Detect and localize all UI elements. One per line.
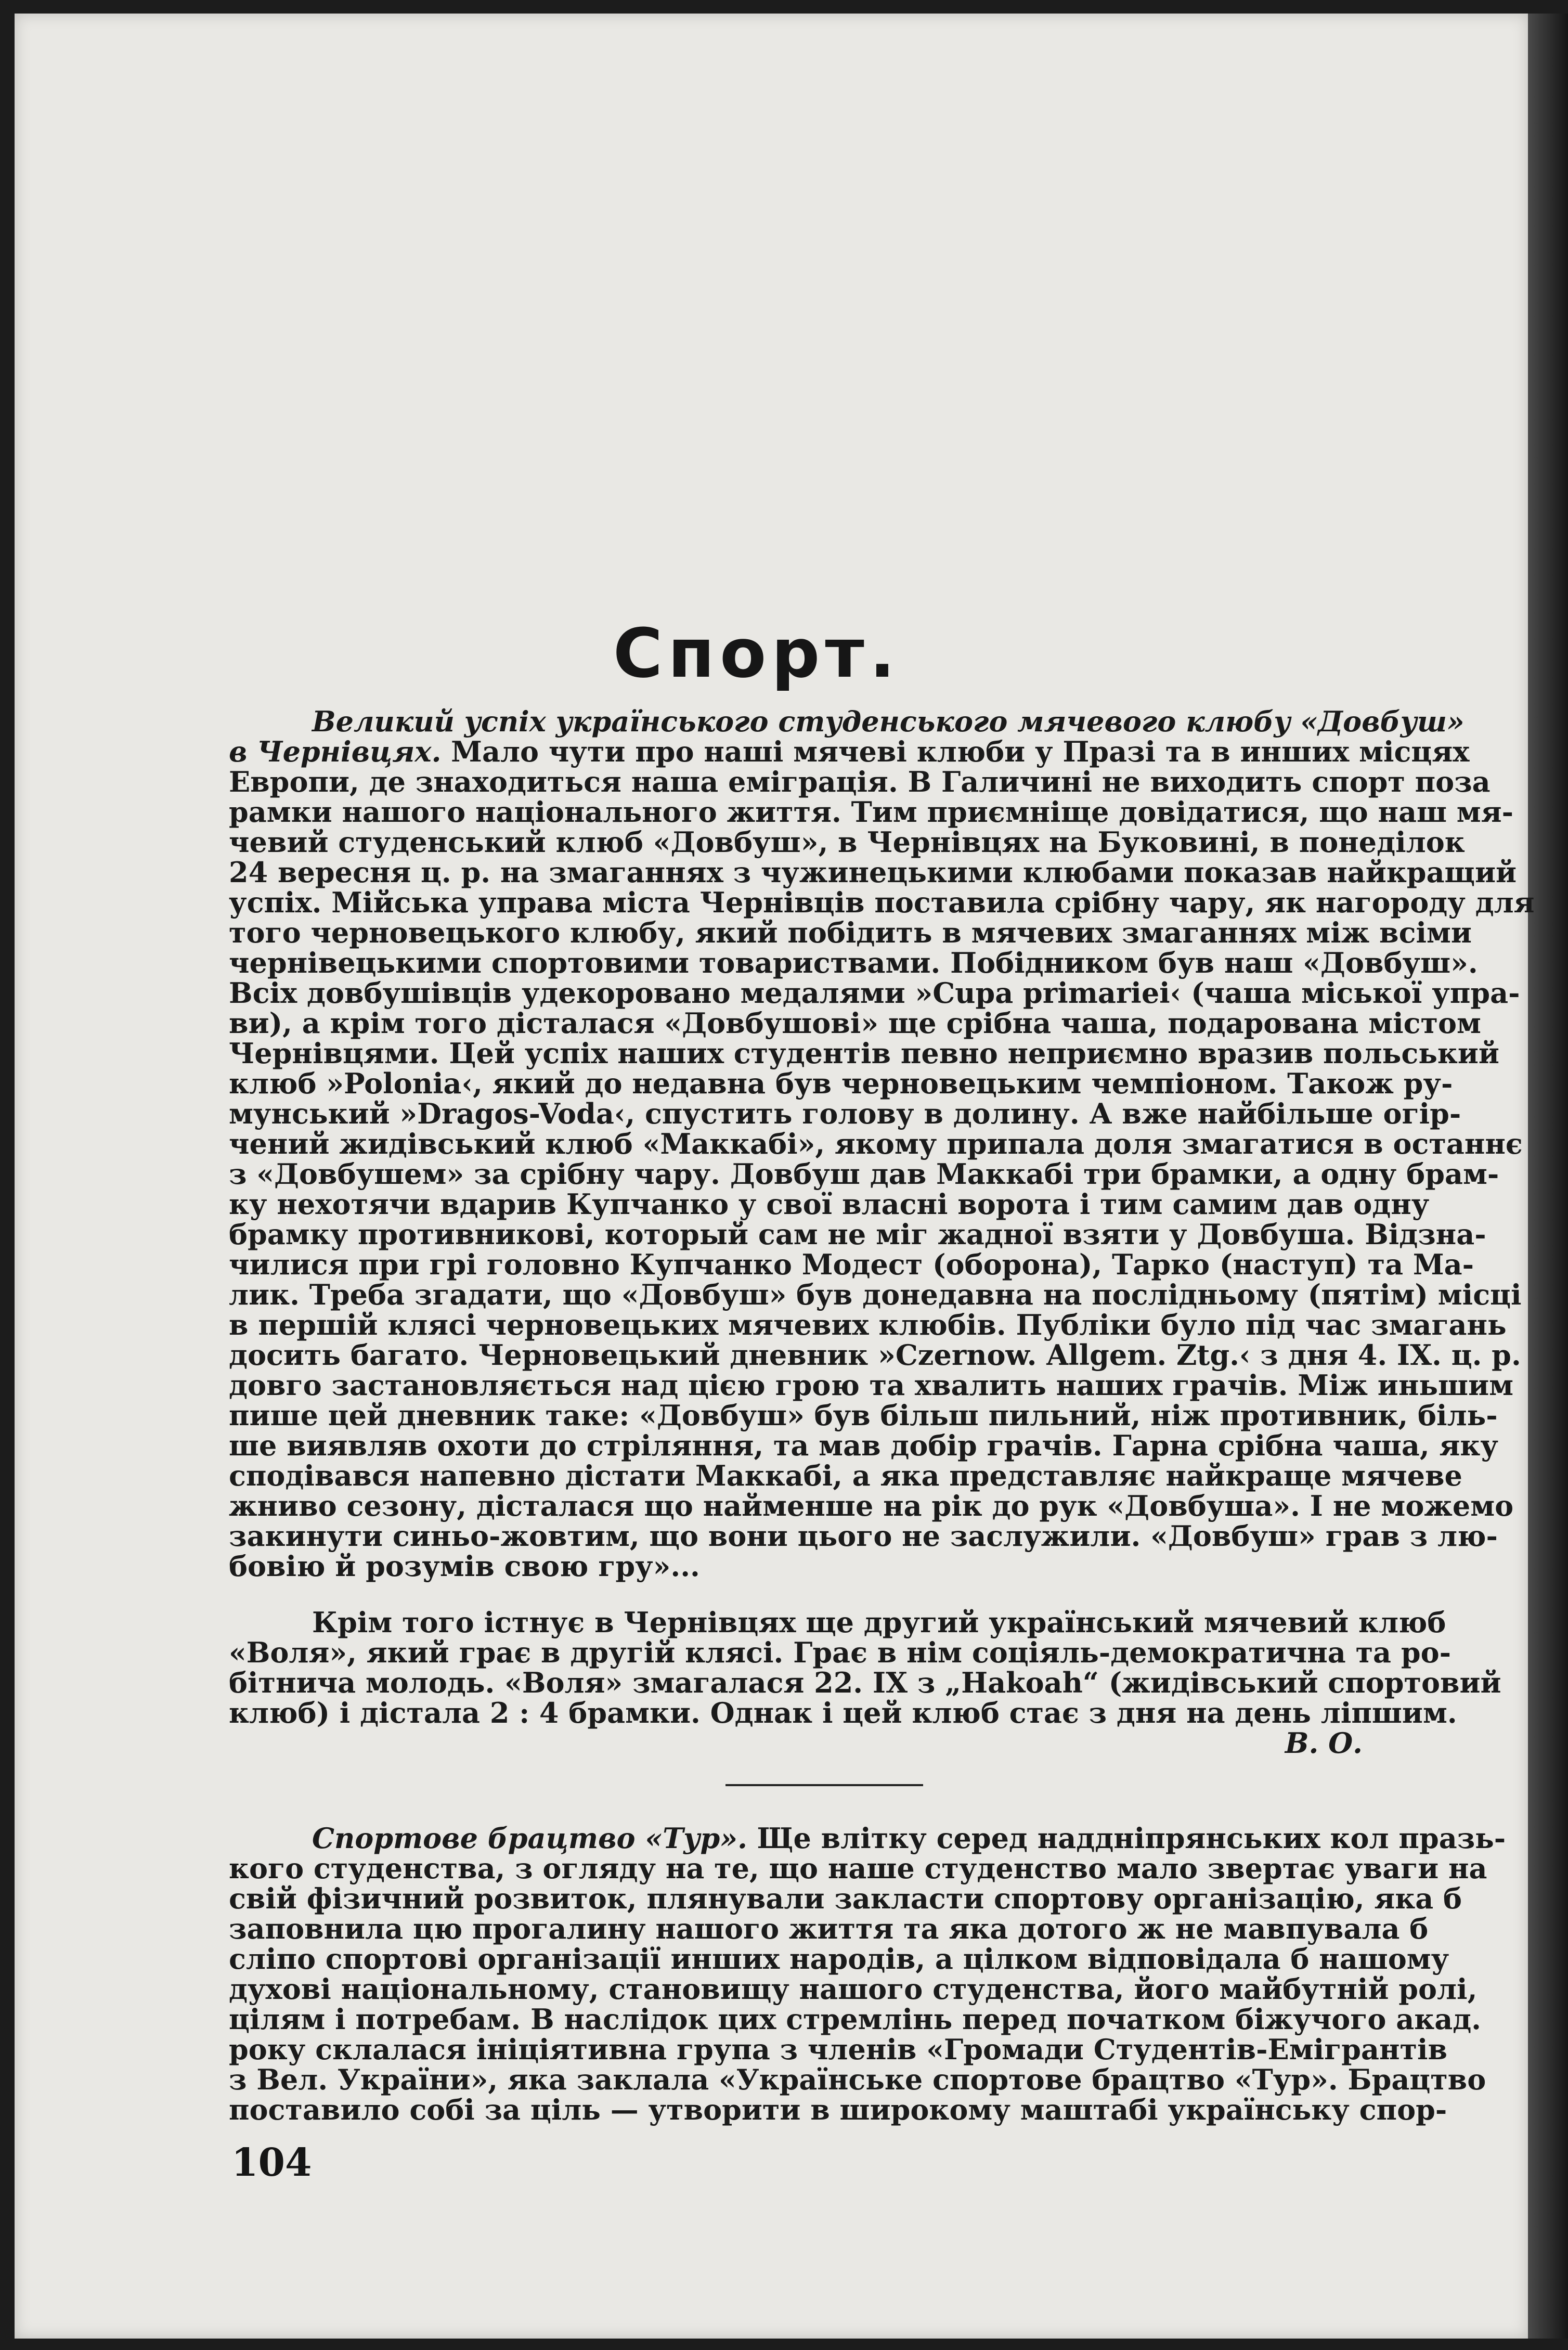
line-text: жниво сезону, дісталася що найменше на рік до рук «Довбуша». І не можемо — [229, 1489, 1514, 1522]
line-text: сподівався напевно дістати Маккабі, а яка представляє найкраще мячеве — [229, 1459, 1462, 1492]
line-text: Чернівцями. Цей успіх наших студентів певно неприємно вразив польський — [229, 1037, 1499, 1070]
text-line — [229, 1006, 1481, 1040]
text-line — [229, 1187, 1430, 1221]
text-line — [229, 2063, 1486, 2096]
text-line — [229, 1308, 1507, 1341]
line-text: успіх. Мійська управа міста Чернівців поставила срібну чару, як нагороду для — [229, 886, 1535, 919]
text-line — [229, 1278, 1522, 1311]
text-line — [229, 1157, 1499, 1191]
text-line — [229, 1942, 1449, 1975]
text-line — [229, 2033, 1447, 2066]
line-text: закинути синьо-жовтим, що вони цього не заслужили. «Довбуш» грав з лю- — [229, 1519, 1498, 1553]
line-text: цілям і потребам. В наслідок цих стремлінь перед початком біжучого акад. — [229, 2003, 1481, 2036]
text-line — [229, 825, 1465, 859]
article-volia — [229, 1606, 1501, 1760]
line-text: клюб »Polonia‹, який до недавна був черновецьким чемпіоном. Також ру- — [229, 1067, 1453, 1100]
italic-lead: Спортове брацтво «Тур». — [312, 1822, 747, 1855]
text-line — [229, 1248, 1474, 1281]
text-line — [229, 1338, 1521, 1372]
text-line — [229, 1368, 1514, 1402]
text-line — [229, 856, 1517, 889]
text-line — [229, 1972, 1478, 2006]
line-text: поставило собі за ціль — утворити в широкому маштабі українську спор- — [229, 2093, 1447, 2126]
text-line — [229, 1097, 1461, 1130]
text-line — [229, 1218, 1486, 1251]
text-line — [229, 765, 1491, 798]
text-line — [229, 1429, 1498, 1462]
text-line — [229, 1636, 1452, 1669]
text-line — [229, 946, 1478, 979]
text-line — [229, 1037, 1499, 1070]
text-line — [229, 1459, 1462, 1492]
text-line — [229, 1912, 1429, 1945]
line-text: бітнича молодь. «Воля» змагалася 22. IX з „Hakoah“ (жидівський спортовий — [229, 1666, 1501, 1699]
line-text: Крім того істнує в Чернівцях ще другий український мячевий клюб — [312, 1606, 1446, 1639]
line-text: Всіх довбушівців удекоровано медалями »Cupa primariei‹ (чаша міської упра- — [229, 976, 1520, 1010]
text-line — [229, 1696, 1457, 1729]
text-line — [229, 1067, 1453, 1100]
line-text: довго застановляється над цією грою та хвалить наших грачів. Між иньшим — [229, 1368, 1514, 1402]
article-tur — [229, 1822, 1506, 2126]
line-text: духові національному, становищу нашого студенства, його майбутній ролі, — [229, 1972, 1478, 2006]
text-line — [229, 1519, 1498, 1553]
line-text: в першій клясі черновецьких мячевих клюбів. Публіки було під час змагань — [229, 1308, 1507, 1341]
line-text: рамки нашого національного життя. Тим приємніще довідатися, що наш мя- — [229, 795, 1513, 829]
page-number: 104 — [231, 2140, 312, 2185]
line-text: чевий студенський клюб «Довбуш», в Чернівцях на Буковині, в понеділок — [229, 825, 1465, 859]
line-text: брамку противникові, который сам не міг жадної взяти у Довбуша. Відзна- — [229, 1218, 1486, 1251]
line-text: Ще влітку серед наддніпрянських кол празь- — [747, 1822, 1506, 1855]
text-line — [229, 795, 1513, 829]
line-text: року склалася ініціятивна група з членів «Громади Студентів-Емігрантів — [229, 2033, 1447, 2066]
line-text: кого студенства, з огляду на те, що наше студенство мало звертає уваги на — [229, 1852, 1487, 1885]
line-text: того черновецького клюбу, який побідить в мячевих змаганнях між всіми — [229, 916, 1472, 949]
text-line — [229, 705, 1465, 738]
text-line — [229, 1399, 1498, 1432]
line-text: ви), а крім того дісталася «Довбушові» ще срібна чаша, подарована містом — [229, 1006, 1481, 1040]
line-text: з «Довбушем» за срібну чару. Довбуш дав Маккабі три брамки, а одну брам- — [229, 1157, 1499, 1191]
text-line — [229, 1822, 1506, 1855]
text-line — [229, 1489, 1514, 1522]
section-divider — [725, 1784, 923, 1786]
text-line — [229, 1551, 1363, 1581]
line-text: заповнила цю прогалину нашого життя та яка дотого ж не мавпувала б — [229, 1912, 1429, 1945]
line-text: клюб) і дістала 2 : 4 брамки. Однак і цей клюб стає з дня на день ліпшим. — [229, 1696, 1457, 1729]
article-dovbush — [229, 705, 1535, 1583]
line-text: Европи, де знаходиться наша еміграція. В Галичині не виходить спорт поза — [229, 765, 1491, 798]
line-text: ше виявляв охоти до стріляння, та мав добір грачів. Гарна срібна чаша, яку — [229, 1429, 1498, 1462]
text-line — [229, 976, 1520, 1010]
text-line — [229, 1606, 1446, 1639]
text-line — [229, 2003, 1481, 2036]
line-text: з Вел. України», яка заклала «Українське спортове брацтво «Тур». Брацтво — [229, 2063, 1486, 2096]
line-text: сліпо спортові організації инших народів, а цілком відповідала б нашому — [229, 1942, 1449, 1975]
line-text: мунський »Dragos-Voda‹, спустить голову в долину. А вже найбільше огір- — [229, 1097, 1461, 1130]
author-signature: В. О. — [1285, 1726, 1363, 1760]
line-text: бовію й розумів свою гру»... — [229, 1550, 700, 1583]
line-text: 24 вересня ц. р. на змаганнях з чужинецькими клюбами показав найкращий — [229, 856, 1517, 889]
text-line — [229, 886, 1535, 919]
line-text: Мало чути про наші мячеві клюби у Празі та в инших місцях — [441, 735, 1470, 768]
line-text: свій фізичний розвиток, плянували закласти спортову організацію, яка б — [229, 1882, 1462, 1915]
page-title: Спорт. — [613, 614, 901, 693]
line-text: «Воля», який грає в другій клясі. Грає в нім соціяль-демократична та ро- — [229, 1636, 1452, 1669]
text-line — [229, 916, 1472, 949]
line-text: чений жидівський клюб «Маккабі», якому припала доля змагатися в останнє — [229, 1127, 1523, 1160]
text-line — [229, 735, 1470, 768]
text-line — [229, 1666, 1501, 1699]
text-line — [229, 1882, 1462, 1915]
line-text: досить багато. Черновецький дневник »Czernow. Allgem. Ztg.‹ з дня 4. IX. ц. р. — [229, 1338, 1521, 1372]
italic-lead: Великий успіх українського студенського мячевого клюбу «Довбуш» — [312, 705, 1465, 738]
text-line — [229, 1127, 1523, 1160]
text-line — [229, 1852, 1487, 1885]
line-text: пише цей дневник таке: «Довбуш» був більш пильний, ніж противник, біль- — [229, 1399, 1498, 1432]
italic-lead: в Чернівцях. — [229, 735, 442, 768]
line-text: ку нехотячи вдарив Купчанко у свої власні ворота і тим самим дав одну — [229, 1187, 1430, 1221]
line-text: чилися при грі головно Купчанко Модест (оборона), Тарко (наступ) та Ма- — [229, 1248, 1474, 1281]
line-text: чернівецькими спортовими товариствами. Побідником був наш «Довбуш». — [229, 946, 1478, 979]
text-line — [229, 2093, 1447, 2126]
scan-edge — [1528, 14, 1568, 2339]
line-text: лик. Треба згадати, що «Довбуш» був донедавна на послідньому (пятім) місці — [229, 1278, 1522, 1311]
